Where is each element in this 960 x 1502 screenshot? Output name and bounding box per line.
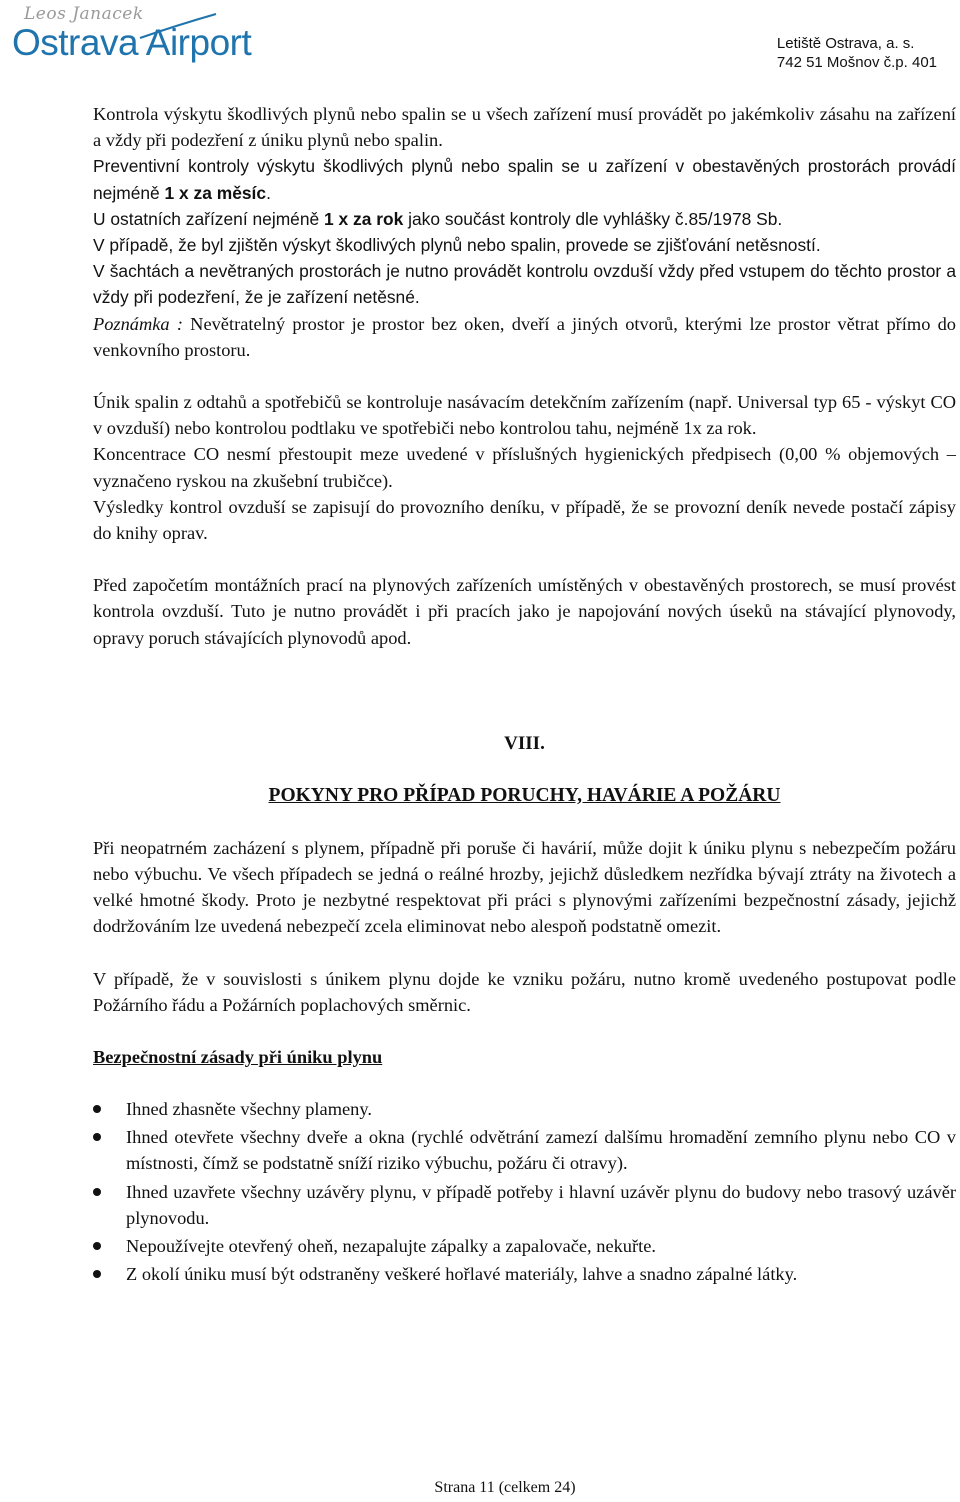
paragraph-note: Poznámka : Nevětratelný prostor je prostor bez oken, dveří a jiných otvorů, kterými lze prostor větrat přímo do venkovního prostoru. — [93, 313, 956, 360]
section-title: POKYNY PRO PŘÍPAD PORUCHY, HAVÁRIE A POŽÁRU — [268, 784, 781, 806]
list-item: Ihned otevřete všechny dveře a okna (rychlé odvětrání zamezí dalšímu hromadění zemního plynu nebo CO v místnosti, čímž se podstatně sníží riziko výbuchu, požáru či otravy). — [93, 1124, 956, 1176]
paragraph-before-installation: Před započetím montážních prací na plynových zařízeních umístěných v obestavěných prostorech, se musí provést kontrola ovzduší. Tuto je nutno provádět i při pracích jako je napojování nových úseků na stávající plynovody, opravy poruch stávajících plynovodů apod. — [93, 575, 956, 648]
section-number: VIII. — [504, 732, 545, 754]
company-address — [777, 34, 937, 72]
paragraph-flue-leak: Únik spalin z odtahů a spotřebičů se kontroluje nasávacím detekčním zařízením (např. Universal typ 65 - výskyt CO v ovzduší) nebo kontrolou podtlaku ve spotřebiči nebo kontrolou tahu, nejméně 1x za rok. — [93, 392, 956, 439]
airport-logo — [6, 4, 256, 70]
logo-swoosh-icon — [138, 12, 218, 42]
paragraph-records: Výsledky kontrol ovzduší se zapisují do provozního deníku, v případě, že se provozní deník nevede postačí zápisy do knihy oprav. — [93, 496, 956, 544]
safety-rules-title: Bezpečnostní zásady při úniku plynu — [93, 1047, 383, 1068]
paragraph-preventive-checks: Preventivní kontroly výskytu škodlivých plynů nebo spalin se u zařízení v obestavěných prostorách provádí nejméně 1 x za měsíc. — [93, 156, 956, 203]
paragraph-co-concentration: Koncentrace CO nesmí přestoupit meze uvedené v příslušných hygienických předpisech (0,00 % objemových – vyznačeno ryskou na zkušební trubičce). — [93, 444, 956, 491]
bullet-icon — [93, 1188, 101, 1196]
bullet-icon — [93, 1133, 101, 1141]
note-label: Poznámka : — [93, 313, 183, 334]
company-name: Letiště Ostrava, a. s. — [776, 35, 915, 52]
paragraph-other-devices: U ostatních zařízení nejméně 1 x za rok jako součást kontroly dle vyhlášky č.85/1978 Sb. — [93, 208, 783, 229]
bullet-icon — [93, 1105, 101, 1113]
page-footer: Strana 11 (celkem 24) — [434, 1479, 576, 1496]
list-item: Ihned uzavřete všechny uzávěry plynu, v případě potřeby i hlavní uzávěr plynu do budovy nebo trasový uzávěr plynovodu. — [93, 1179, 956, 1231]
paragraph-shafts: V šachtách a nevětraných prostorách je nutno provádět kontrolu ovzduší vždy před vstupem do těchto prostor a vždy při podezření, že je zařízení netěsné. — [93, 261, 956, 308]
logo-signature: Leos Janacek — [24, 4, 144, 24]
paragraph-check-after-intervention: Kontrola výskytu škodlivých plynů nebo spalin se u všech zařízení musí provádět po jakémkoliv zásahu na zařízení a vždy při podezření z úniku plynů nebo spalin. — [93, 104, 956, 151]
paragraph-fire: V případě, že v souvislosti s únikem plynu dojde ke vzniku požáru, nutno kromě uvedeného postupovat podle Požárního řádu a Požárních poplachových směrnic. — [93, 968, 956, 1015]
list-item: Nepoužívejte otevřený oheň, nezapalujte zápalky a zapalovače, nekuřte. — [93, 1233, 956, 1259]
paragraph-leak-detection: V případě, že byl zjištěn výskyt škodlivých plynů nebo spalin, provede se zjišťování netěsností. — [93, 235, 821, 256]
bullet-icon — [93, 1270, 101, 1278]
page-header — [0, 0, 960, 80]
company-street: 742 51 Mošnov č.p. 401 — [776, 54, 937, 71]
logo-name: Ostrava Airport — [12, 22, 252, 63]
paragraph-hazards: Při neopatrném zacházení s plynem, případně při poruše či havárií, může dojit k úniku plynu s nebezpečím požáru nebo výbuchu. Ve všech případech se jedná o reálné hrozby, jejichž důsledkem nezřídka bývají ztráty na životech a velké hmotné škody. Proto je nezbytné respektovat při práci s plynovými zařízeními bezpečnostní zásady, jejichž dodržováním lze uvedená nebezpečí zcela eliminovat nebo alespoň podstatně omezit. — [93, 837, 956, 937]
bullet-icon — [93, 1242, 101, 1250]
document-body — [93, 101, 956, 1290]
safety-rules-list — [93, 1096, 956, 1287]
list-item: Ihned zhasněte všechny plameny. — [93, 1096, 956, 1122]
list-item: Z okolí úniku musí být odstraněny veškeré hořlavé materiály, lahve a snadno zápalné látky. — [93, 1261, 956, 1287]
